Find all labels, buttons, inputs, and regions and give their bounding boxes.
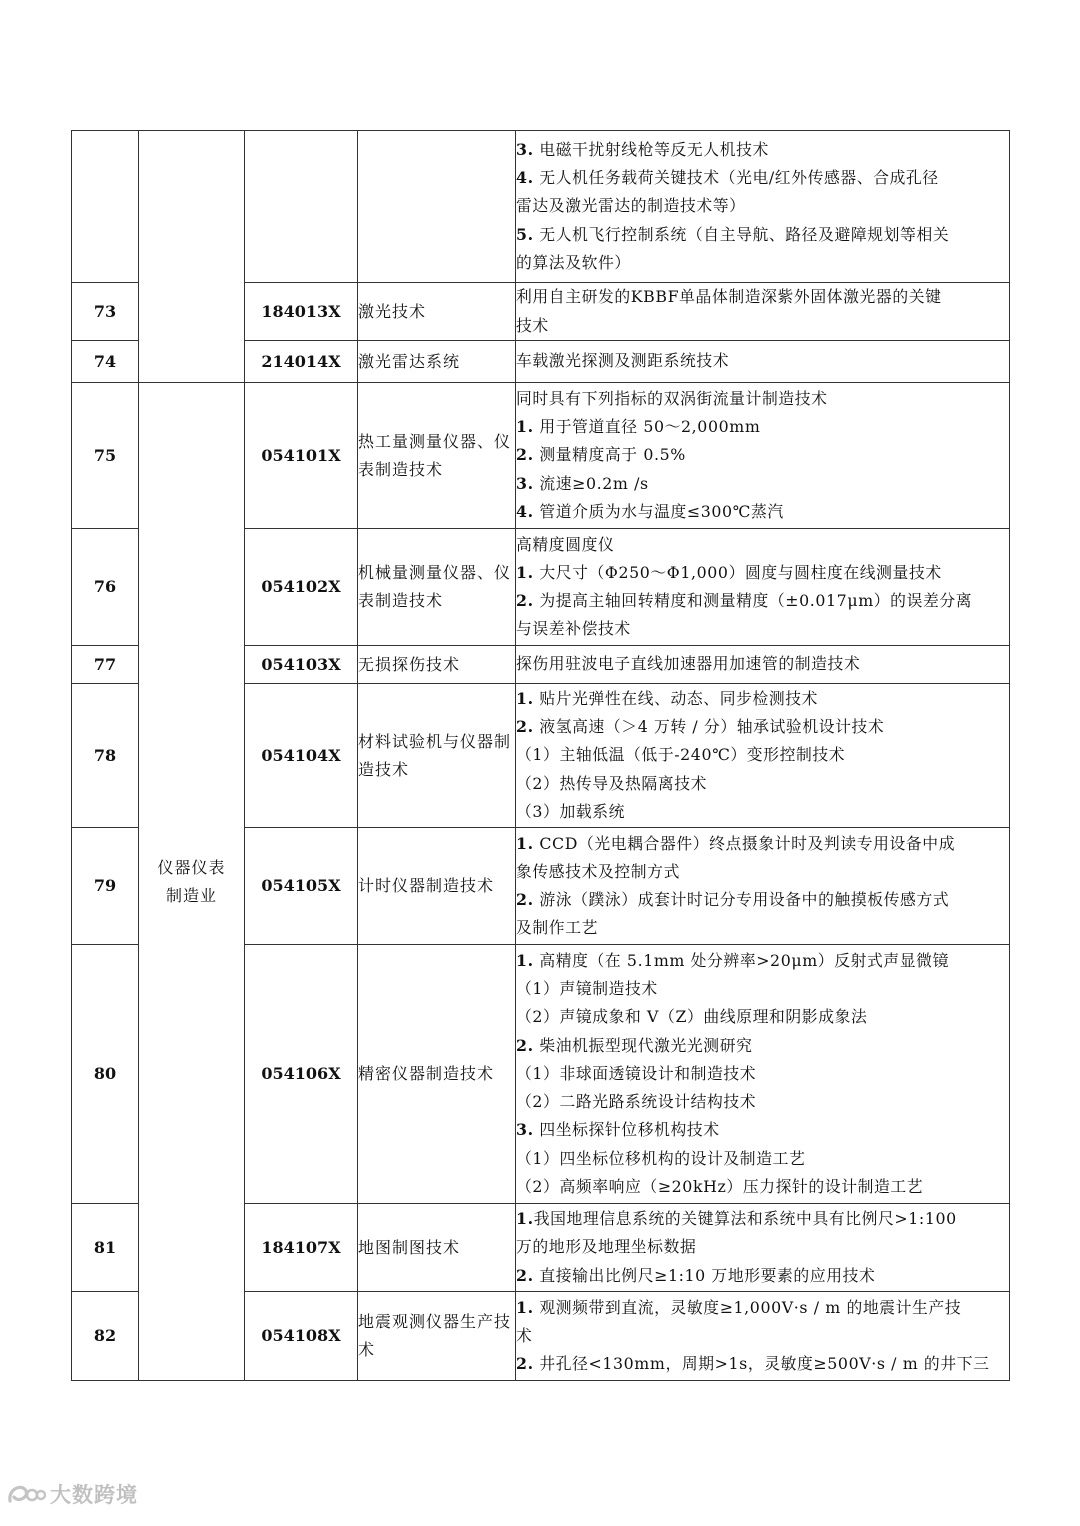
description-line: 术 [516,1325,533,1345]
description-line: 2. 柴油机振型现代激光光测研究 [516,1035,753,1055]
description-line: 1. 贴片光弹性在线、动态、同步检测技术 [516,688,819,708]
description-line: 3. 流速≥0.2m /s [516,473,649,493]
tech-code: 054101X [245,383,358,529]
description-line: （3）加载系统 [516,801,626,821]
tech-name: 无损探伤技术 [358,646,516,684]
tech-name: 热工量测量仪器、仪表制造技术 [358,383,516,529]
row-number: 79 [72,828,139,945]
tech-name: 激光雷达系统 [358,341,516,383]
description-line: 象传感技术及控制方式 [516,861,680,881]
tech-description [516,646,1010,684]
tech-code: 214014X [245,341,358,383]
description-line: （2）二路光路系统设计结构技术 [516,1092,757,1112]
tech-code: 054104X [245,684,358,828]
tech-name: 地震观测仪器生产技术 [358,1292,516,1381]
description-line: 及制作工艺 [516,918,598,938]
description-line: 高精度圆度仪 [516,534,615,554]
row-number: 74 [72,341,139,383]
description-line: 2. 直接输出比例尺≥1:10 万地形要素的应用技术 [516,1265,876,1285]
table-row [72,383,1010,529]
description-line: （1）非球面透镜设计和制造技术 [516,1063,757,1083]
description-line: 1. 高精度（在 5.1mm 处分辨率>20μm）反射式声显微镜 [516,951,949,971]
description-line: 4. 无人机任务载荷关键技术（光电/红外传感器、合成孔径 [516,168,939,188]
tech-name: 机械量测量仪器、仪表制造技术 [358,529,516,646]
description-line: （2）高频率响应（≥20kHz）压力探针的设计制造工艺 [516,1176,924,1196]
row-number: 76 [72,529,139,646]
description-line: （1）主轴低温（低于-240℃）变形控制技术 [516,745,846,765]
technology-table [71,130,1010,1381]
tech-name: 激光技术 [358,283,516,341]
table-row [72,131,1010,283]
brand-logo-icon [6,1479,46,1509]
description-line: 2. 井孔径<130mm，周期>1s，灵敏度≥500V·s / m 的井下三 [516,1354,990,1374]
tech-name: 材料试验机与仪器制造技术 [358,684,516,828]
tech-description [516,529,1010,646]
tech-code: 054102X [245,529,358,646]
description-line: 3. 电磁干扰射线枪等反无人机技术 [516,139,769,159]
description-line: （2）声镜成象和 V（Z）曲线原理和阴影成象法 [516,1007,868,1027]
industry-category [139,383,245,1381]
description-line: （1）四坐标位移机构的设计及制造工艺 [516,1148,806,1168]
description-line: 2. 液氢高速（＞4 万转 / 分）轴承试验机设计技术 [516,717,885,737]
row-number [72,131,139,283]
tech-name: 地图制图技术 [358,1204,516,1292]
tech-description [516,684,1010,828]
description-line: 1. CCD（光电耦合器件）终点摄象计时及判读专用设备中成 [516,833,956,853]
row-number: 77 [72,646,139,684]
description-line: 1. 用于管道直径 50～2,000mm [516,417,761,437]
description-line: 1. 观测频带到直流，灵敏度≥1,000V·s / m 的地震计生产技 [516,1297,962,1317]
row-number: 73 [72,283,139,341]
row-number: 80 [72,945,139,1204]
row-number: 81 [72,1204,139,1292]
tech-name: 精密仪器制造技术 [358,945,516,1204]
tech-code: 054103X [245,646,358,684]
tech-code: 184107X [245,1204,358,1292]
description-line: （1）声镜制造技术 [516,979,658,999]
description-line: 2. 测量精度高于 0.5% [516,445,686,465]
description-line: 利用自主研发的KBBF单晶体制造深紫外固体激光器的关键 [516,287,942,307]
description-line: 雷达及激光雷达的制造技术等） [516,196,746,216]
description-line: 2. 为提高主轴回转精度和测量精度（±0.017μm）的误差分离 [516,591,973,610]
row-number: 75 [72,383,139,529]
tech-code: 054108X [245,1292,358,1381]
description-line: 1.我国地理信息系统的关键算法和系统中具有比例尺>1:100 [516,1209,957,1229]
watermark [6,1474,138,1514]
category-label: 仪器仪表制造业 [157,857,226,905]
description-line: 3. 四坐标探针位移机构技术 [516,1120,720,1140]
tech-description [516,283,1010,341]
tech-code: 184013X [245,283,358,341]
tech-description [516,1292,1010,1381]
tech-name [358,131,516,283]
watermark-text: 大数跨境 [50,1483,138,1507]
tech-description [516,945,1010,1204]
description-line: 2. 游泳（蹼泳）成套计时记分专用设备中的触摸板传感方式 [516,890,950,909]
row-number: 82 [72,1292,139,1381]
tech-description [516,1204,1010,1292]
description-line: 4. 管道介质为水与温度≤300℃蒸汽 [516,501,784,521]
description-line: 的算法及软件） [516,252,631,272]
description-line: 同时具有下列指标的双涡街流量计制造技术 [516,388,828,408]
tech-description [516,131,1010,283]
row-number: 78 [72,684,139,828]
description-line: 与误差补偿技术 [516,619,631,639]
tech-code [245,131,358,283]
description-line: （2）热传导及热隔离技术 [516,773,708,793]
tech-description [516,828,1010,945]
description-line: 探伤用驻波电子直线加速器用加速管的制造技术 [516,654,861,674]
tech-description [516,383,1010,529]
category-cell-empty [139,131,245,383]
description-line: 技术 [516,315,549,335]
description-line: 车载激光探测及测距系统技术 [516,351,730,371]
tech-name: 计时仪器制造技术 [358,828,516,945]
description-line: 万的地形及地理坐标数据 [516,1237,697,1257]
tech-code: 054106X [245,945,358,1204]
tech-code: 054105X [245,828,358,945]
description-line: 5. 无人机飞行控制系统（自主导航、路径及避障规划等相关 [516,224,950,244]
description-line: 1. 大尺寸（Φ250～Φ1,000）圆度与圆柱度在线测量技术 [516,562,942,582]
tech-description [516,341,1010,383]
